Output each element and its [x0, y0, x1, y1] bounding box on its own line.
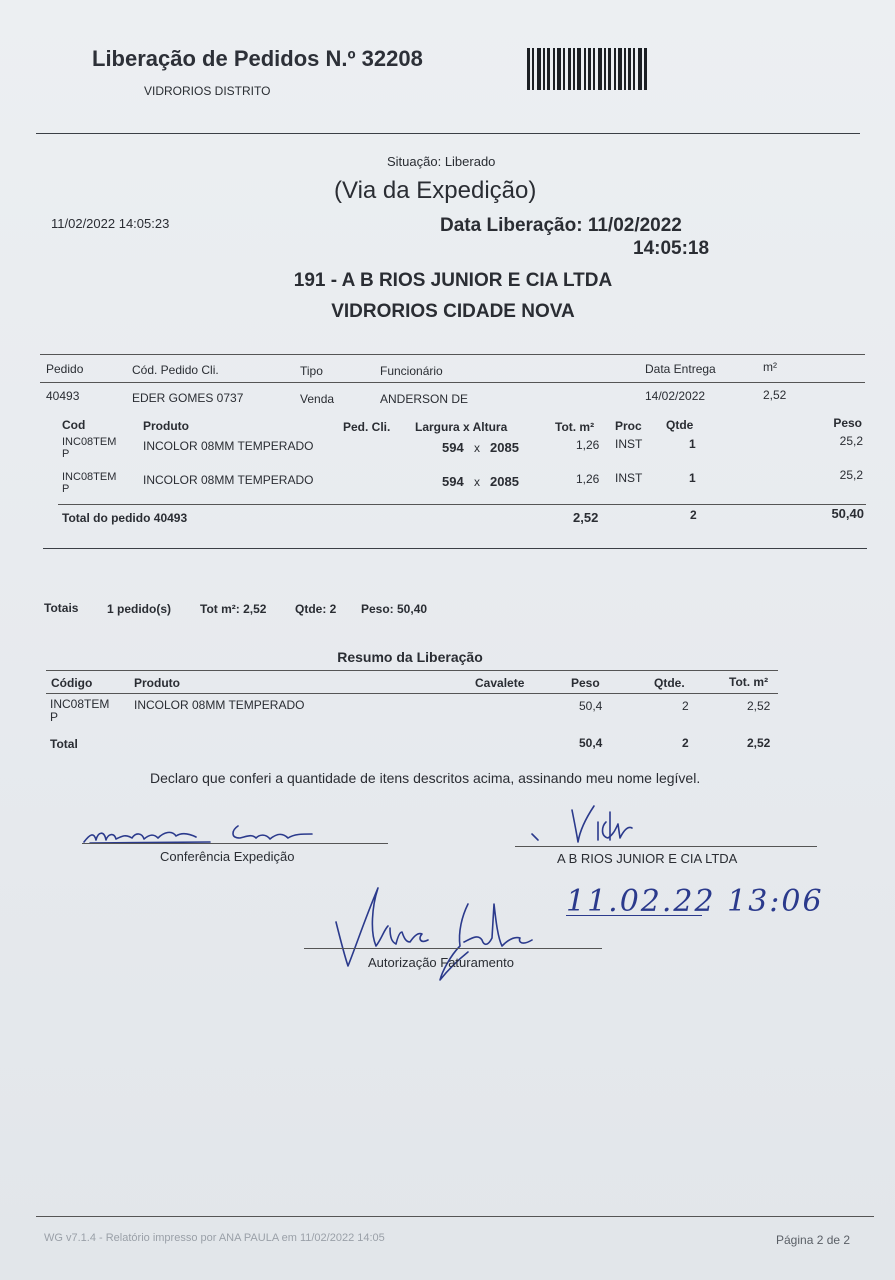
totals-orders: 1 pedido(s) — [107, 602, 172, 616]
summary-code-line2: P — [50, 710, 59, 724]
release-time: 14:05:18 — [633, 238, 710, 259]
order-total-weight: 50,40 — [831, 506, 864, 521]
client-name: 191 - A B RIOS JUNIOR E CIA LTDA — [293, 270, 613, 291]
conferencia-signature — [80, 812, 340, 852]
item-proc: INST — [615, 437, 643, 451]
item-height: 2085 — [490, 440, 519, 455]
footer-print-info: WG v7.1.4 - Relatório impresso por ANA PAULA em 11/02/2022 14:05 — [44, 1232, 385, 1244]
item-code — [62, 436, 116, 460]
totals-m2: Tot m²: 2,52 — [200, 602, 267, 616]
summary-col-peso: Peso — [571, 676, 600, 690]
item-qty: 1 — [689, 437, 696, 451]
status-text: Situação: Liberado — [387, 154, 496, 169]
employee: ANDERSON DE — [380, 392, 469, 406]
item-product: INCOLOR 08MM TEMPERADO — [143, 439, 314, 453]
page-number: Página 2 de 2 — [776, 1233, 851, 1247]
items-col-produto: Produto — [143, 419, 189, 433]
col-data-entrega: Data Entrega — [645, 362, 716, 376]
items-col-cod: Cod — [62, 418, 86, 432]
client-order-code: EDER GOMES 0737 — [132, 391, 244, 405]
order-total-label: Total do pedido 40493 — [62, 511, 188, 525]
items-col-peso: Peso — [833, 416, 862, 430]
item-height: 2085 — [490, 474, 519, 489]
item-tot-m2: 1,26 — [576, 438, 600, 452]
item-code-line2: P — [62, 483, 70, 495]
order-area: 2,52 — [763, 388, 787, 402]
item-code-line1: INC08TEM — [62, 471, 117, 483]
items-total-rule — [58, 504, 866, 505]
conferencia-label: Conferência Expedição — [160, 849, 295, 864]
summary-col-qtde: Qtde. — [654, 676, 685, 690]
col-funcionario: Funcionário — [380, 364, 443, 378]
barcode — [527, 48, 671, 90]
client-store: VIDRORIOS CIDADE NOVA — [331, 301, 575, 322]
item-code — [62, 471, 116, 495]
order-number: 40493 — [46, 389, 80, 403]
client-signature-line — [515, 846, 817, 847]
item-product: INCOLOR 08MM TEMPERADO — [143, 473, 314, 487]
order-total-m2: 2,52 — [573, 510, 599, 525]
item-qty: 1 — [689, 471, 696, 485]
item-weight: 25,2 — [839, 468, 863, 482]
item-proc: INST — [615, 471, 643, 485]
totals-label: Totais — [44, 601, 79, 615]
summary-item-m2: 2,52 — [747, 699, 771, 713]
client-signature-label: A B RIOS JUNIOR E CIA LTDA — [557, 851, 738, 866]
items-col-largura-altura: Largura x Altura — [415, 420, 508, 434]
item-width: 594 — [442, 474, 464, 489]
order-table-header-rule — [40, 382, 865, 383]
col-tipo: Tipo — [300, 364, 323, 378]
order-total-qty: 2 — [690, 508, 697, 522]
items-col-qtde: Qtde — [666, 418, 694, 432]
print-timestamp: 11/02/2022 14:05:23 — [51, 216, 170, 231]
totals-weight: Peso: 50,40 — [361, 602, 428, 616]
declaration-text: Declaro que conferi a quantidade de itens descritos acima, assinando meu nome legível. — [150, 770, 701, 786]
summary-top-rule — [46, 670, 778, 671]
summary-item-code — [50, 698, 109, 724]
summary-col-cavalete: Cavalete — [475, 676, 525, 690]
summary-item-product: INCOLOR 08MM TEMPERADO — [134, 698, 305, 712]
item-width: 594 — [442, 440, 464, 455]
item-code-line2: P — [62, 448, 70, 460]
document-title: Liberação de Pedidos N.º 32208 — [92, 46, 423, 71]
order-type: Venda — [300, 392, 335, 406]
summary-col-codigo: Código — [51, 676, 93, 690]
col-cod-pedido: Cód. Pedido Cli. — [132, 363, 219, 377]
summary-item-weight: 50,4 — [579, 699, 603, 713]
items-col-proc: Proc — [615, 419, 642, 433]
items-col-tot-m2: Tot. m² — [555, 420, 595, 434]
handwritten-date-underline — [566, 915, 702, 916]
delivery-date: 14/02/2022 — [645, 389, 706, 403]
items-bottom-rule — [43, 548, 867, 549]
order-table-top-rule — [40, 354, 865, 355]
item-x: x — [474, 475, 480, 489]
summary-code-line1: INC08TEM — [50, 697, 110, 711]
totals-qty: Qtde: 2 — [295, 602, 337, 616]
summary-total-m2: 2,52 — [747, 736, 771, 750]
via-label: (Via da Expedição) — [334, 177, 537, 204]
footer-rule — [36, 1216, 874, 1217]
release-date: Data Liberação: 11/02/2022 — [440, 215, 682, 236]
autorizacao-line — [304, 948, 602, 949]
summary-total-label: Total — [50, 737, 78, 751]
conferencia-line — [82, 843, 388, 844]
summary-header-rule — [46, 693, 778, 694]
autorizacao-label: Autorização Faturamento — [368, 955, 514, 970]
header-divider — [36, 133, 860, 134]
item-tot-m2: 1,26 — [576, 472, 600, 486]
col-pedido: Pedido — [46, 362, 84, 376]
summary-item-qty: 2 — [682, 699, 689, 713]
item-weight: 25,2 — [839, 434, 863, 448]
client-signature — [528, 800, 648, 850]
summary-title: Resumo da Liberação — [337, 649, 483, 665]
handwritten-date: 11.02.22 13:06 — [566, 884, 824, 919]
col-m2: m² — [763, 360, 777, 374]
items-col-ped-cli: Ped. Cli. — [343, 420, 391, 434]
summary-total-qty: 2 — [682, 736, 689, 750]
summary-col-tot-m2: Tot. m² — [729, 675, 769, 689]
company-name: VIDRORIOS DISTRITO — [144, 84, 271, 98]
item-code-line1: INC08TEM — [62, 436, 117, 448]
summary-total-weight: 50,4 — [579, 736, 603, 750]
item-x: x — [474, 441, 480, 455]
summary-col-produto: Produto — [134, 676, 180, 690]
